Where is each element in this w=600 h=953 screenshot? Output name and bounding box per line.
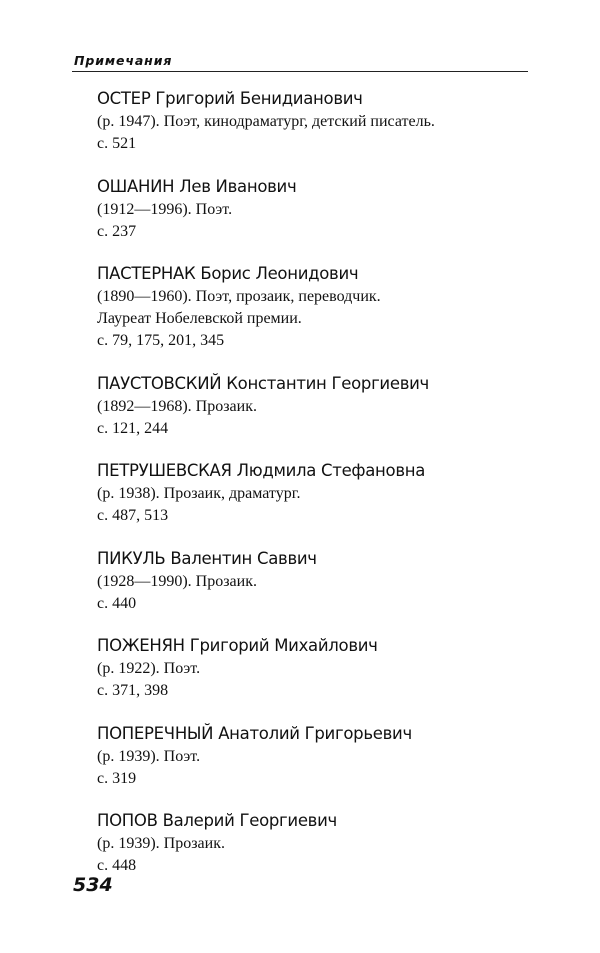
entry-given-names: Валентин Саввич: [170, 548, 317, 568]
entry-name: [97, 722, 537, 746]
entry-pages: с. 487, 513: [97, 507, 169, 524]
entry-given-names: Лев Иванович: [179, 176, 297, 196]
biographical-index: [97, 87, 537, 897]
index-entry: [97, 262, 537, 372]
entry-description: (1892—1968). Прозаик.: [97, 397, 257, 415]
entry-surname: ОШАНИН: [97, 176, 175, 196]
entry-description: (1890—1960). Поэт, прозаик, переводчик.: [97, 288, 381, 305]
entry-name: [97, 87, 537, 111]
entry-given-names: Григорий Михайлович: [189, 636, 378, 655]
index-entry: [97, 809, 537, 897]
entry-name: [97, 175, 537, 199]
page-number: 534: [73, 874, 113, 896]
index-entry: [97, 459, 537, 547]
entry-pages: с. 319: [97, 769, 137, 787]
entry-name: [97, 547, 537, 571]
entry-pages: с. 237: [97, 222, 137, 240]
entry-given-names: Борис Леонидович: [200, 264, 359, 283]
entry-description: (р. 1939). Поэт.: [97, 747, 201, 765]
index-entry: [97, 87, 537, 175]
entry-surname: ПОПОВ: [97, 811, 158, 830]
entry-pages: с. 121, 244: [97, 419, 169, 437]
entry-surname: ОСТЕР: [97, 89, 151, 108]
entry-description: (1928—1990). Прозаик.: [97, 572, 257, 590]
entry-pages: с. 371, 398: [97, 682, 169, 699]
index-entry: [97, 547, 537, 635]
entry-surname: ПОПЕРЕЧНЫЙ: [97, 723, 214, 743]
entry-name: [97, 372, 537, 396]
entry-pages: с. 521: [97, 135, 137, 152]
index-entry: [97, 634, 537, 722]
entry-surname: ПЕТРУШЕВСКАЯ: [97, 461, 232, 480]
entry-surname: ПОЖЕНЯН: [97, 636, 185, 655]
entry-name: [97, 262, 537, 286]
entry-description: (р. 1922). Поэт.: [97, 660, 201, 677]
index-entry: [97, 372, 537, 460]
entry-description: (1912—1996). Поэт.: [97, 200, 233, 218]
entry-description: (р. 1939). Прозаик.: [97, 835, 225, 852]
entry-description-continued: Лауреат Нобелевской премии.: [97, 310, 302, 327]
entry-pages: с. 79, 175, 201, 345: [97, 332, 225, 349]
index-entry: [97, 175, 537, 263]
entry-name: [97, 459, 537, 483]
entry-surname: ПИКУЛЬ: [97, 548, 166, 568]
entry-name: [97, 809, 537, 833]
entry-pages: с. 448: [97, 857, 137, 874]
running-header: [72, 51, 528, 72]
entry-pages: с. 440: [97, 594, 137, 612]
entry-given-names: Валерий Георгиевич: [162, 811, 337, 830]
entry-given-names: Людмила Стефановна: [236, 461, 426, 480]
entry-surname: ПАУСТОВСКИЙ: [97, 373, 222, 393]
section-title: Примечания: [74, 53, 173, 68]
entry-given-names: Анатолий Григорьевич: [218, 723, 412, 743]
entry-description: (р. 1938). Прозаик, драматург.: [97, 485, 301, 502]
entry-description: (р. 1947). Поэт, кинодраматург, детский писатель.: [97, 113, 435, 130]
entry-name: [97, 634, 537, 658]
entry-given-names: Константин Георгиевич: [226, 373, 430, 393]
entry-surname: ПАСТЕРНАК: [97, 264, 196, 283]
entry-given-names: Григорий Бенидианович: [155, 89, 363, 108]
index-entry: [97, 722, 537, 810]
